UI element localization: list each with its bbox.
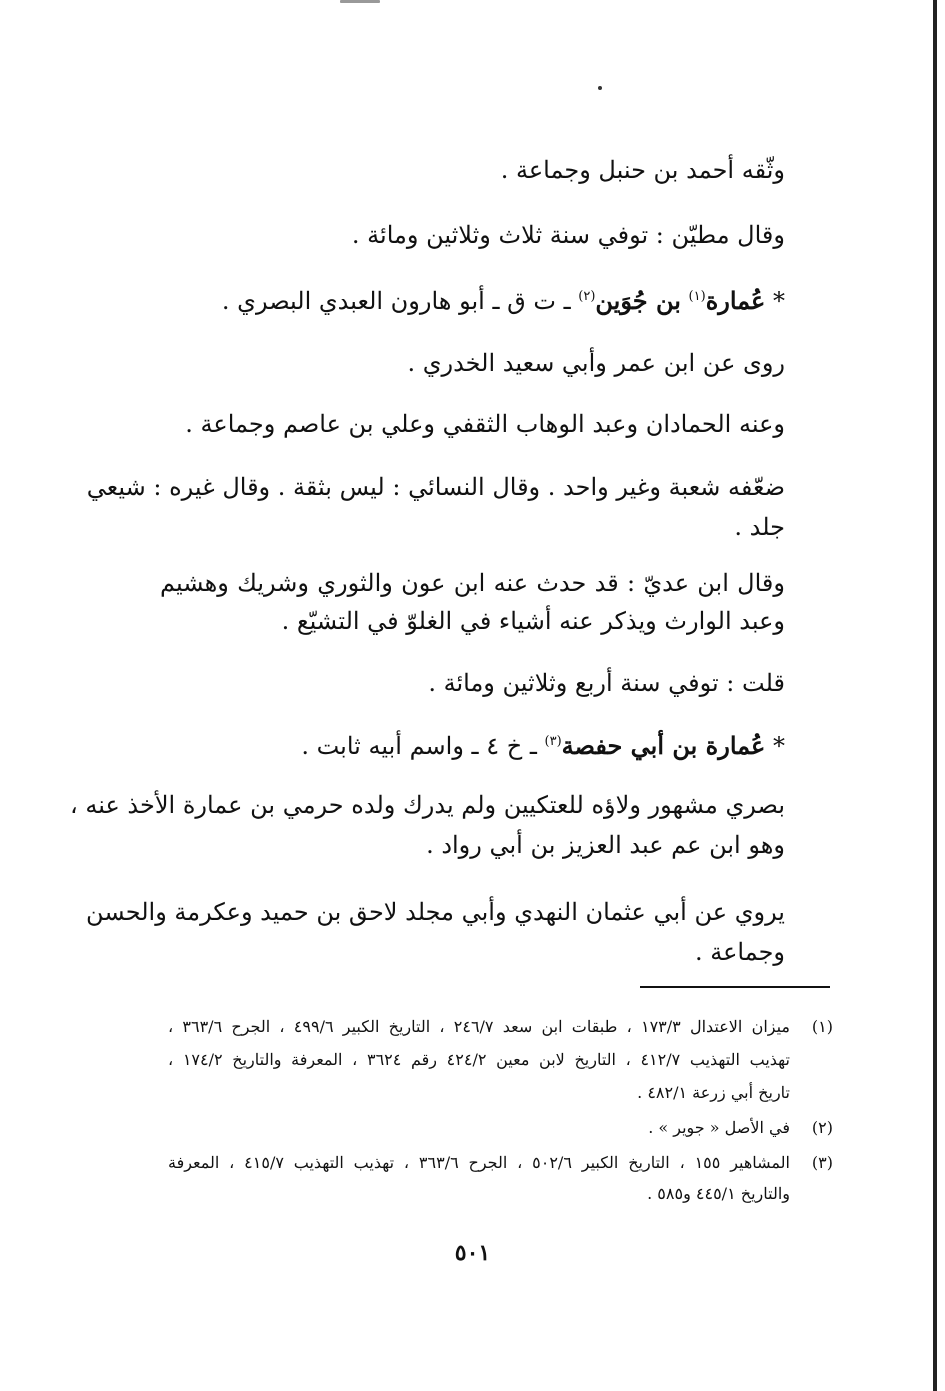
entry-heading-umara-ibn-juwayn <box>222 286 785 316</box>
text-line-8: وقال ابن عديّ : قد حدث عنه ابن عون والثوري وشريك وهشيم <box>160 569 785 597</box>
footnote-separator <box>640 986 830 988</box>
text-line-1: وثّقه أحمد بن حنبل وجماعة . <box>500 156 785 184</box>
entry-name: عُمارة بن أبي حفصة <box>561 731 766 760</box>
footnote-3-line-1: المشاهير ١٥٥ ، التاريخ الكبير ٥٠٢/٦ ، الجرح ٣٦٣/٦ ، تهذيب التهذيب ٤١٥/٧ ، المعرفة <box>168 1153 791 1172</box>
footnote-1-line-3: تاريخ أبي زرعة ٤٨٢/١ . <box>637 1083 790 1102</box>
entry-name: عُمارة <box>705 286 766 315</box>
footnote-ref-3: (٣) <box>544 734 562 749</box>
text-line-10: قلت : توفي سنة أربع وثلاثين ومائة . <box>428 669 785 697</box>
entry-marker: * <box>773 732 785 760</box>
entry-details: ـ ت ق ـ أبو هارون العبدي البصري . <box>221 287 571 315</box>
footnote-number-3: (٣) <box>811 1153 833 1172</box>
text-line-9: وعبد الوارث ويذكر عنه أشياء في الغلوّ في التشيّع . <box>281 607 785 635</box>
text-line-2: وقال مطيّن : توفي سنة ثلاث وثلاثين ومائة . <box>351 221 785 249</box>
text-line-7: جلد . <box>734 513 785 541</box>
text-line-5: وعنه الحمادان وعبد الوهاب الثقفي وعلي بن عاصم وجماعة . <box>185 410 785 438</box>
footnote-2-line-1: في الأصل « جوير » . <box>648 1118 790 1137</box>
top-edge-mark <box>340 0 380 3</box>
entry-details: ـ خ ٤ ـ واسم أبيه ثابت . <box>301 732 537 760</box>
entry-heading-umara-ibn-abi-hafsa <box>301 731 785 761</box>
page-edge-line <box>933 0 937 1391</box>
footnote-ref-2: (٢) <box>578 289 596 304</box>
text-line-15: وجماعة . <box>694 938 785 966</box>
entry-name-cont: بن جُوَين <box>595 286 681 315</box>
ink-speck <box>598 86 602 90</box>
entry-marker: * <box>773 287 785 315</box>
footnote-ref-1: (١) <box>688 289 706 304</box>
page-number: ٥٠١ <box>454 1240 491 1266</box>
footnote-number-1: (١) <box>811 1017 833 1036</box>
text-line-14: يروي عن أبي عثمان النهدي وأبي مجلد لاحق بن حميد وعكرمة والحسن <box>86 898 785 926</box>
footnote-3-line-2: والتاريخ ٤٤٥/١ و٥٨٥ . <box>647 1184 790 1203</box>
text-line-13: وهو ابن عم عبد العزيز بن أبي رواد . <box>426 831 785 859</box>
footnote-1-line-2: تهذيب التهذيب ٤١٢/٧ ، التاريخ لابن معين ٤٢٤/٢ رقم ٣٦٢٤ ، المعرفة والتاريخ ١٧٤/٢ ، <box>168 1050 790 1069</box>
text-line-4: روى عن ابن عمر وأبي سعيد الخدري . <box>407 349 785 377</box>
footnote-1-line-1: ميزان الاعتدال ١٧٣/٣ ، طبقات ابن سعد ٢٤٦/٧ ، التاريخ الكبير ٤٩٩/٦ ، الجرح ٣٦٣/٦ ، <box>168 1017 791 1036</box>
text-line-12: بصري مشهور ولاؤه للعتكيين ولم يدرك ولده حرمي بن عمارة الأخذ عنه ، <box>69 791 785 819</box>
footnote-number-2: (٢) <box>811 1118 833 1137</box>
text-line-6: ضعّفه شعبة وغير واحد . وقال النسائي : ليس بثقة . وقال غيره : شيعي <box>86 473 785 501</box>
